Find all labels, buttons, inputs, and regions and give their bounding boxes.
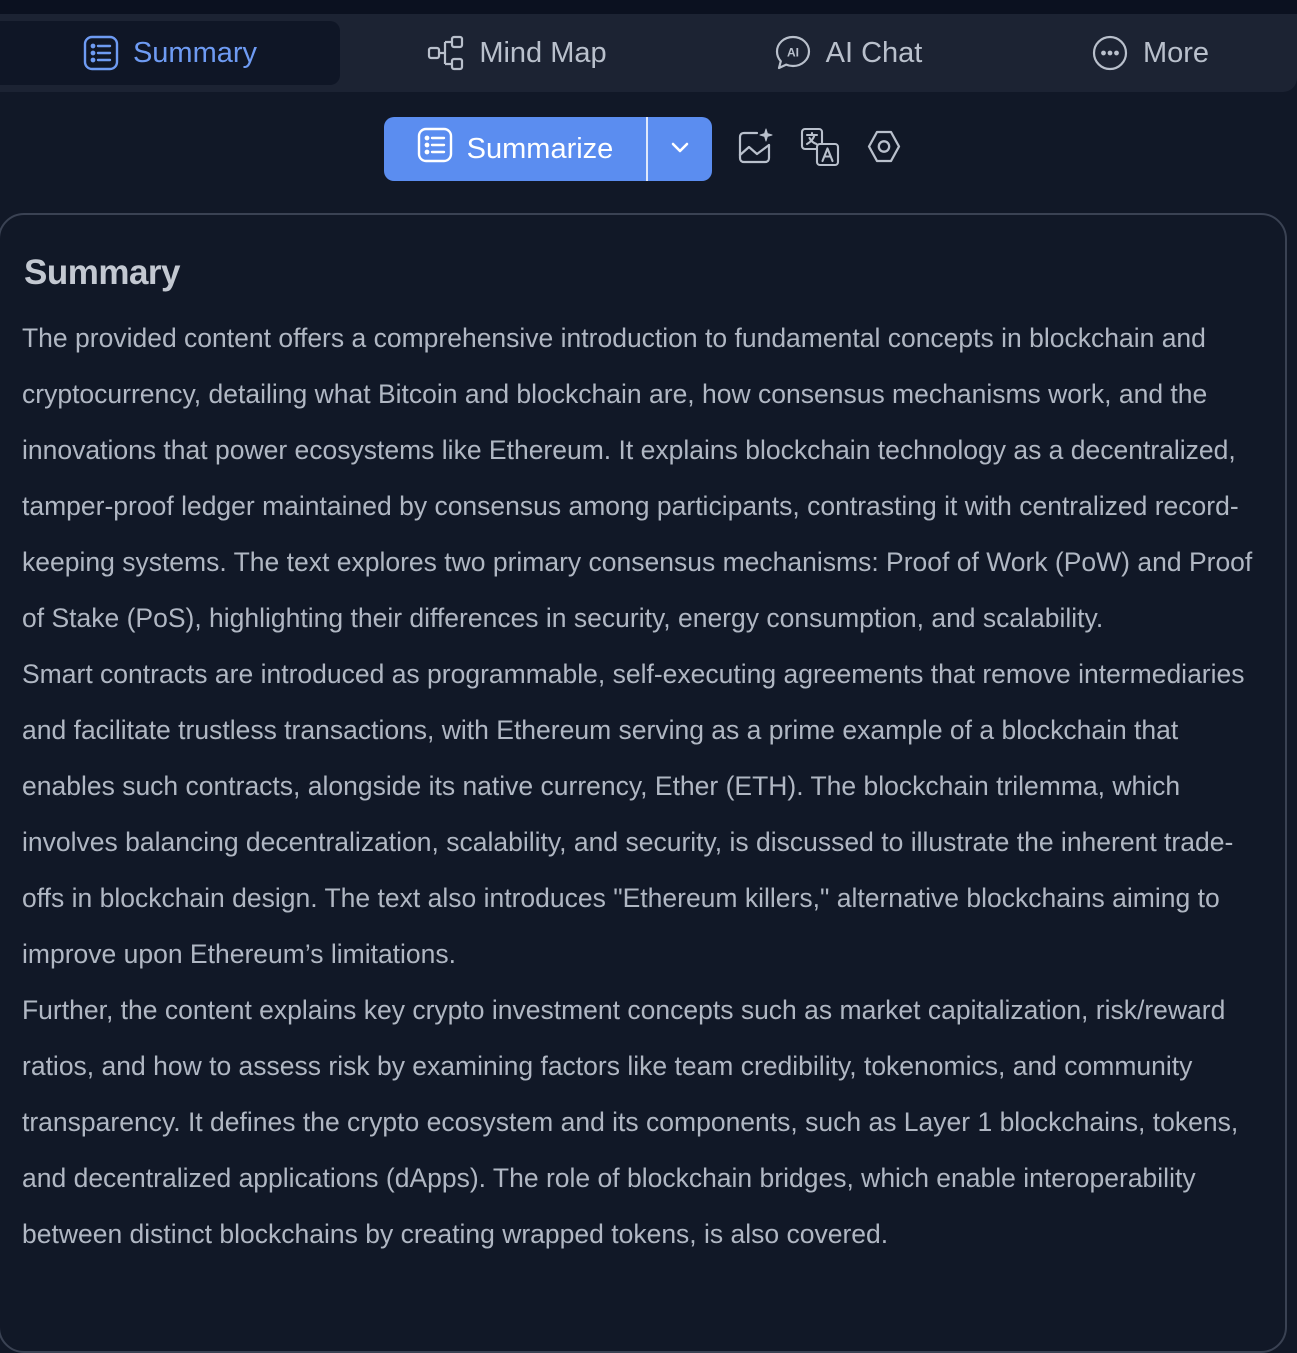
tab-ai-chat[interactable] [738, 21, 958, 85]
more-icon [1091, 34, 1129, 72]
toolbar [0, 92, 1297, 212]
summarize-button[interactable] [384, 117, 646, 181]
summary-title: Summary [24, 253, 181, 292]
list-icon [83, 35, 119, 71]
summary-paragraph: Further, the content explains key crypto investment concepts such as market capitalization, risk/reward ratios, and how to assess risk by examining factors like team credibility, tokenomics, and community transparency. It defines the crypto ecosystem and its components, such as Layer 1 blockchains, tokens, and decentralized applications (dApps). The role of blockchain bridges, which enable interoperability between distinct blockchains by creating wrapped tokens, is also covered. [22, 995, 1239, 1249]
top-strip [0, 0, 1297, 14]
tab-label: Summary [132, 36, 258, 69]
list-icon [417, 127, 453, 171]
image-sparkle-icon [735, 127, 775, 172]
summarize-label: Summarize [466, 132, 614, 165]
summarize-options-button[interactable] [648, 117, 712, 181]
tab-summary[interactable] [0, 21, 340, 85]
ai-chat-icon [774, 34, 812, 72]
translate-button[interactable] [800, 129, 840, 169]
image-sparkle-button[interactable] [735, 129, 775, 169]
tab-bar [0, 14, 1297, 92]
summary-paragraph: Smart contracts are introduced as programmable, self-executing agreements that remove intermediaries and facilitate trustless transactions, with Ethereum serving as a prime example of a blockchain that enables such contracts, alongside its native currency, Ether (ETH). The blockchain trilemma, which involves balancing decentralization, scalability, and security, is discussed to illustrate the inherent trade-offs in blockchain design. The text also introduces "Ethereum killers," alternative blockchains aiming to improve upon Ethereum’s limitations. [22, 659, 1245, 969]
tab-label: AI Chat [825, 36, 923, 69]
tab-more[interactable] [1060, 21, 1240, 85]
tab-label: More [1142, 36, 1210, 69]
mind-map-icon [427, 34, 465, 72]
summary-body [22, 310, 1262, 1262]
translate-icon [800, 127, 840, 172]
tab-label: Mind Map [479, 36, 607, 69]
tab-mind-map[interactable] [392, 21, 642, 85]
summarize-split-button [384, 117, 712, 181]
summary-paragraph: The provided content offers a comprehensive introduction to fundamental concepts in blockchain and cryptocurrency, detailing what Bitcoin and blockchain are, how consensus mechanisms work, and the innovations that power ecosystems like Ethereum. It explains blockchain technology as a decentralized, tamper-proof ledger maintained by consensus among participants, contrasting it with centralized record-keeping systems. The text explores two primary consensus mechanisms: Proof of Work (PoW) and Proof of Stake (PoS), highlighting their differences in security, energy consumption, and scalability. [22, 323, 1253, 633]
settings-button[interactable] [864, 129, 904, 169]
settings-icon [864, 127, 904, 172]
svg-text:AI: AI [786, 45, 799, 60]
chevron-down-icon [667, 134, 693, 165]
